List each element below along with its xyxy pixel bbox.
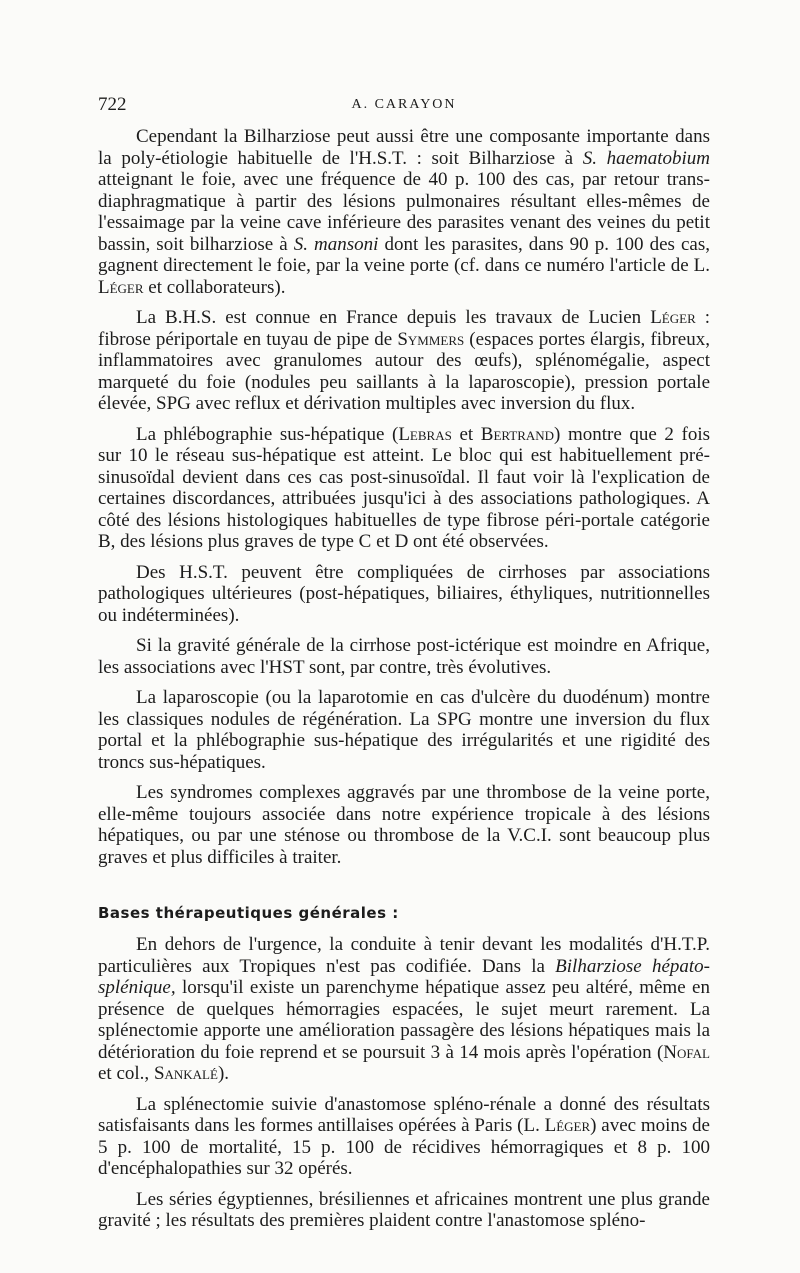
article-body [98,126,710,1241]
paragraph-1: Cependant la Bilharziose peut aussi être une composante importante dans la poly-étiologie habituelle de l'H.S.T. : soit Bilharziose à S. haematobium atteignant le foie, avec une fréquence de 40 p. 100 des cas, par retour trans-diaphragmatique à partir des lésions pulmonaires résultant elles-mêmes de l'essaimage par la veine cave inférieure des parasites venant des veines du petit bassin, soit bilharziose à S. mansoni dont les parasites, dans 90 p. 100 des cas, gagnent directement le foie, par la veine porte (cf. dans ce numéro l'article de L. Léger et collaborateurs). [98,126,711,298]
paragraph-3: La phlébographie sus-hépatique (Lebras et Bertrand) montre que 2 fois sur 10 le réseau sus-hépatique est atteint. Le bloc qui est habituellement pré-sinusoïdal devient dans ces cas post-sinusoïdal. Il faut voir là l'explication de certaines discordances, attribuées jusqu'ici à des associations pathologiques. A côté des lésions histologiques habituelles de type fibrose péri-portale catégorie B, des lésions plus graves de type C et D ont été observées. [98,423,711,552]
paragraph-9: La splénectomie suivie d'anastomose spléno-rénale a donné des résultats satisfaisants dans les formes antillaises opérées à Paris (L. Léger) avec moins de 5 p. 100 de mortalité, 15 p. 100 de récidives hémorragiques et 8 p. 100 d'encéphalopathies sur 32 opérés. [98,1093,710,1179]
running-head: A. CARAYON [351,97,457,112]
paragraph-2: La B.H.S. est connue en France depuis les travaux de Lucien Léger : fibrose périportale en tuyau de pipe de Symmers (espaces portes élargis, fibreux, inflammatoires avec granulomes autour des œufs), splénomégalie, aspect marqueté du foie (nodules peu saillants à la laparoscopie), pression portale élevée, SPG avec reflux et dérivation multiples avec inversion du flux. [98,307,711,414]
paragraph-6: La laparoscopie (ou la laparotomie en cas d'ulcère du duodénum) montre les classiques nodules de régénération. La SPG montre une inversion du flux portal et la phlébographie sus-hépatique des irrégularités et une rigidité des troncs sus-hépatiques. [98,687,710,773]
paragraph-10: Les séries égyptiennes, brésiliennes et africaines montrent une plus grande gravité ; les résultats des premières plaident contre l'anastomose spléno- [98,1188,710,1231]
paragraph-8: En dehors de l'urgence, la conduite à tenir devant les modalités d'H.T.P. particulières aux Tropiques n'est pas codifiée. Dans la Bilharziose hépato-splénique, lorsqu'il existe un parenchyme hépatique assez peu altéré, même en présence de quelques hémorragies espacées, le sujet meurt rarement. La splénectomie apporte une amélioration passagère des lésions hépatiques mais la détérioration du foie reprend et se poursuit 3 à 14 mois après l'opération (Nofal et col., Sankalé). [98,934,710,1084]
paragraph-4: Des H.S.T. peuvent être compliquées de cirrhoses par associations pathologiques ultérieures (post-hépatiques, biliaires, éthyliques, nutritionnelles ou indéterminées). [98,561,710,626]
page-number: 722 [98,94,127,115]
paragraph-7: Les syndromes complexes aggravés par une thrombose de la veine porte, elle-même toujours associée dans notre expérience tropicale à des lésions hépatiques, ou par une sténose ou thrombose de la V.C.I. sont beaucoup plus graves et plus difficiles à traiter. [98,782,710,868]
paragraph-5: Si la gravité générale de la cirrhose post-ictérique est moindre en Afrique, les associations avec l'HST sont, par contre, très évolutives. [98,635,710,678]
section-heading: Bases thérapeutiques générales : [98,904,399,922]
page-header [98,94,710,118]
